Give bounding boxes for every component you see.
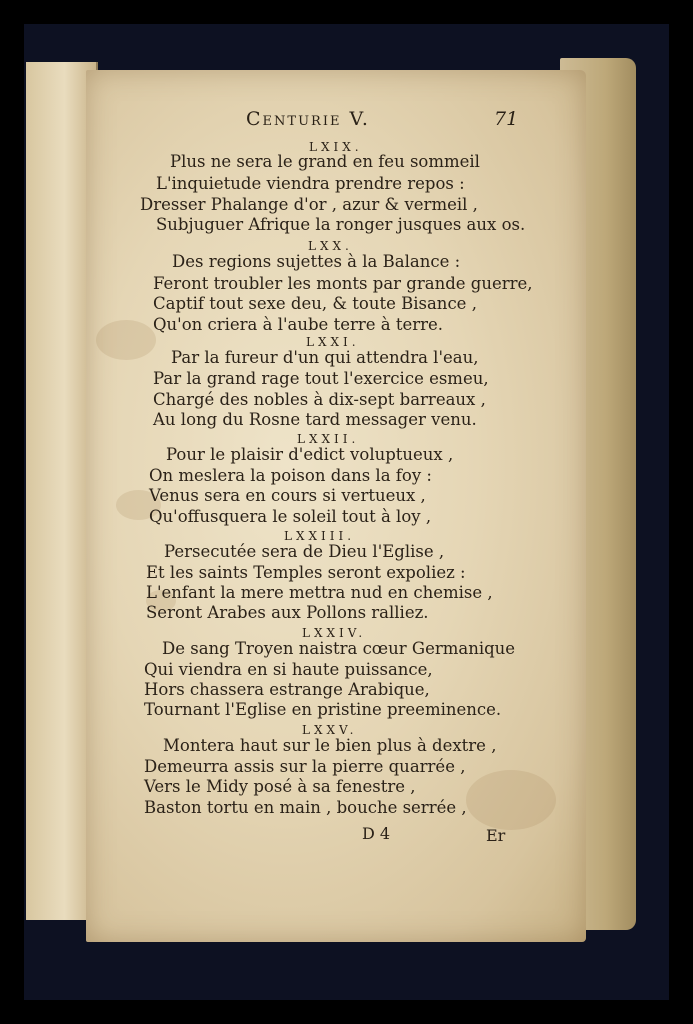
running-head: Centurie V. (246, 108, 370, 130)
quatrain-numeral: LXXV. (302, 723, 358, 737)
page-number: 71 (494, 108, 519, 130)
verse-line: Feront troubler les monts par grande guerre, (153, 274, 533, 293)
quatrain-numeral: LXXIII. (284, 529, 356, 543)
signature-mark: D 4 (362, 824, 391, 843)
verse-line: Qu'on criera à l'aube terre à terre. (153, 315, 444, 334)
verse-line: Tournant l'Eglise en pristine preeminence. (144, 700, 502, 719)
verse-line: Au long du Rosne tard messager venu. (153, 410, 477, 429)
verse-line: Qui viendra en si haute puissance, (144, 660, 433, 679)
verse-line: Demeurra assis sur la pierre quarrée , (144, 757, 466, 776)
verse-line: Dresser Phalange d'or , azur & vermeil , (140, 195, 478, 214)
verse-line: Vers le Midy posé à sa fenestre , (144, 777, 416, 796)
verse-line: Qu'offusquera le soleil tout à loy , (149, 507, 432, 526)
verse-line: Et les saints Temples seront expoliez : (146, 563, 466, 582)
quatrain-numeral: LXXII. (297, 432, 360, 446)
verse-line: Des regions sujettes à la Balance : (172, 252, 461, 271)
quatrain-numeral: LXIX. (309, 140, 363, 154)
verse-line: Persecutée sera de Dieu l'Eglise , (164, 542, 445, 561)
verse-line: Par la fureur d'un qui attendra l'eau, (171, 348, 479, 367)
quatrain-numeral: LXXIV. (302, 626, 367, 640)
verse-line: On meslera la poison dans la foy : (149, 466, 432, 485)
quatrain-numeral: LXX. (308, 239, 353, 253)
quatrain-numeral: LXXI. (306, 335, 360, 349)
verse-line: Montera haut sur le bien plus à dextre , (163, 736, 497, 755)
verse-line: Pour le plaisir d'edict voluptueux , (166, 445, 454, 464)
verse-line: L'inquietude viendra prendre repos : (156, 174, 465, 193)
verse-line: L'enfant la mere mettra nud en chemise , (146, 583, 493, 602)
verse-line: Subjuguer Afrique la ronger jusques aux os. (156, 215, 526, 234)
verse-line: Seront Arabes aux Pollons ralliez. (146, 603, 429, 622)
verse-line: Plus ne sera le grand en feu sommeil (170, 152, 480, 171)
verse-line: Captif tout sexe deu, & toute Bisance , (153, 294, 477, 313)
verse-line: Hors chassera estrange Arabique, (144, 680, 430, 699)
verse-line: Baston tortu en main , bouche serrée , (144, 798, 467, 817)
verse-line: Par la grand rage tout l'exercice esmeu, (153, 369, 489, 388)
verse-line: Venus sera en cours si vertueux , (149, 486, 426, 505)
verse-line: De sang Troyen naistra cœur Germanique (162, 639, 516, 658)
catchword: Er (486, 826, 506, 845)
verse-line: Chargé des nobles à dix-sept barreaux , (153, 390, 486, 409)
